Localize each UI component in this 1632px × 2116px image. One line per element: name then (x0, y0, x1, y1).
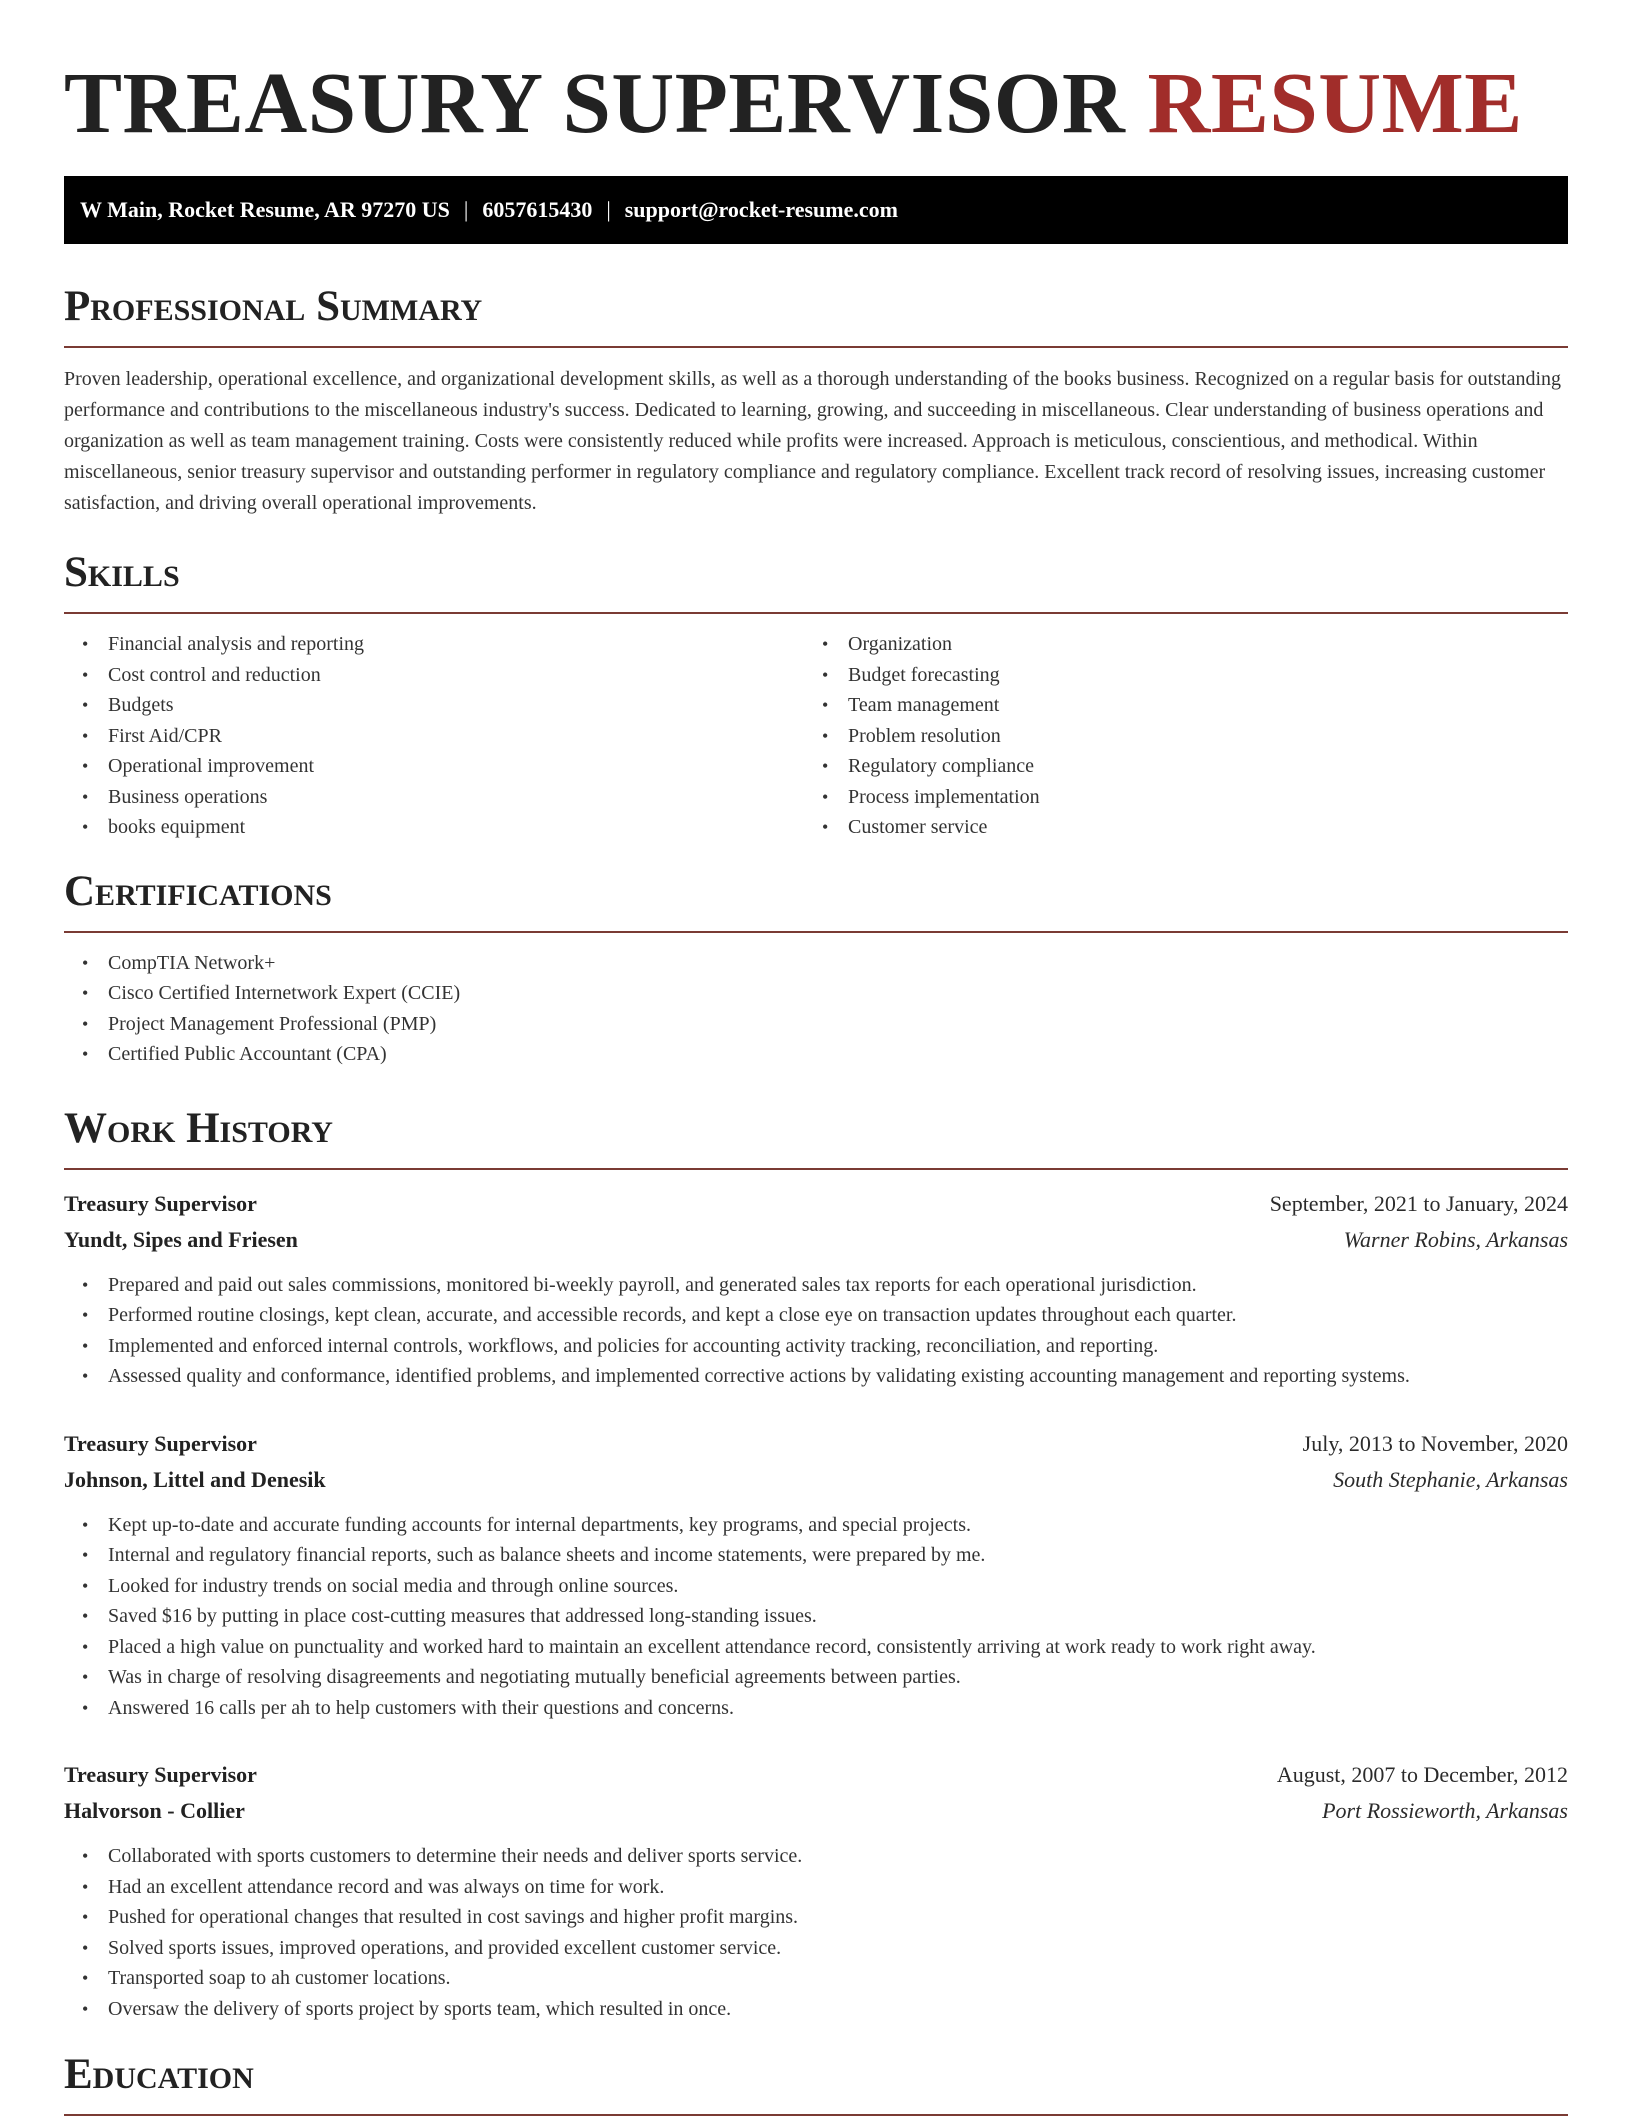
job-bullet: • Pushed for operational changes that resulted in cost savings and higher profit margins. (64, 1902, 1568, 1933)
job-bullet: • Kept up-to-date and accurate funding accounts for internal departments, key programs, and special projects. (64, 1510, 1568, 1541)
skills-list-left (64, 629, 804, 843)
job-bullets (64, 1498, 1568, 1724)
certification-item: • Certified Public Accountant (CPA) (64, 1039, 1568, 1070)
job-bullet: • Oversaw the delivery of sports project by sports team, which resulted in once. (64, 1994, 1568, 2025)
certification-item: • Cisco Certified Internetwork Expert (CCIE) (64, 978, 1568, 1009)
job-bullets (64, 1258, 1568, 1392)
job-title: Treasury Supervisor (64, 1762, 257, 1787)
skill-item: • Budgets (64, 690, 804, 721)
summary-section (64, 282, 1568, 519)
skill-item: • Financial analysis and reporting (64, 629, 804, 660)
job-company: Halvorson - Collier (64, 1798, 245, 1823)
contact-address: W Main, Rocket Resume, AR 97270 US (80, 197, 450, 222)
job-bullet: • Answered 16 calls per ah to help customers with their questions and concerns. (64, 1693, 1568, 1724)
skill-item: • Cost control and reduction (64, 660, 804, 691)
skill-item: • books equipment (64, 812, 804, 843)
job-bullet: • Looked for industry trends on social media and through online sources. (64, 1571, 1568, 1602)
section-heading-skills: Skills (64, 548, 1568, 614)
title-accent: RESUME (1147, 54, 1523, 151)
skill-item: • Team management (804, 690, 1544, 721)
job-title: Treasury Supervisor (64, 1190, 257, 1216)
job-bullet: • Transported soap to ah customer locations. (64, 1963, 1568, 1994)
skill-item: • Organization (804, 629, 1544, 660)
contact-bar (64, 176, 1568, 244)
skill-item: • Regulatory compliance (804, 751, 1544, 782)
contact-email[interactable]: support@rocket-resume.com (624, 197, 898, 222)
job-bullet: • Was in charge of resolving disagreements and negotiating mutually beneficial agreements between parties. (64, 1662, 1568, 1693)
job-bullets (64, 1829, 1568, 2024)
job-bullet: • Assessed quality and conformance, identified problems, and implemented corrective actions by validating existing accounting management and reporting systems. (64, 1361, 1568, 1392)
job-location: South Stephanie, Arkansas (1333, 1466, 1568, 1492)
skill-item: • Budget forecasting (804, 660, 1544, 691)
skill-item: • Business operations (64, 782, 804, 813)
job-dates: August, 2007 to December, 2012 (1276, 1762, 1568, 1787)
skills-section (64, 548, 1568, 843)
job-bullet: • Implemented and enforced internal controls, workflows, and policies for accounting activity tracking, reconciliation, and reporting. (64, 1331, 1568, 1362)
job-header-row (64, 1757, 1568, 1793)
job-bullet: • Collaborated with sports customers to determine their needs and deliver sports service. (64, 1841, 1568, 1872)
skill-item: • Process implementation (804, 782, 1544, 813)
skills-list-right (804, 629, 1544, 843)
title-main: TREASURY SUPERVISOR (64, 54, 1126, 151)
resume-title (64, 0, 1568, 176)
resume-page (64, 0, 1568, 2116)
job-company: Johnson, Littel and Denesik (64, 1466, 326, 1492)
job-entry (64, 1170, 1568, 1392)
job-company-row (64, 1462, 1568, 1498)
certifications-section (64, 867, 1568, 1070)
job-entry (64, 1723, 1568, 2024)
summary-text: Proven leadership, operational excellence, and organizational development skills, as well as a thorough understanding of the books business. Recognized on a regular basis for outstanding performance and contributions to the miscellaneous industry's success. Dedicated to learning, growing, and succeeding in miscellaneous. Clear understanding of business operations and organization as well as team management training. Costs were consistently reduced while profits were increased. Approach is meticulous, conscientious, and methodical. Within miscellaneous, senior treasury supervisor and outstanding performer in regulatory compliance and regulatory compliance. Excellent track record of resolving issues, increasing customer satisfaction, and driving overall operational improvements. (64, 368, 1562, 514)
job-bullet: • Solved sports issues, improved operations, and provided excellent customer service. (64, 1933, 1568, 1964)
skill-item: • Customer service (804, 812, 1544, 843)
section-heading-certifications: Certifications (64, 867, 1568, 933)
section-heading-work-history: Work History (64, 1104, 1568, 1170)
job-location: Port Rossieworth, Arkansas (1322, 1798, 1568, 1823)
section-heading-summary: Professional Summary (64, 282, 1568, 348)
contact-separator: | (463, 197, 469, 222)
section-heading-education: Education (64, 2050, 1568, 2116)
skill-item: • First Aid/CPR (64, 721, 804, 752)
job-bullet: • Performed routine closings, kept clean, accurate, and accessible records, and kept a close eye on transaction updates throughout each quarter. (64, 1300, 1568, 1331)
job-title: Treasury Supervisor (64, 1430, 257, 1456)
job-dates: September, 2021 to January, 2024 (1269, 1190, 1568, 1216)
job-company-row (64, 1793, 1568, 1829)
contact-separator: | (606, 197, 611, 222)
skills-grid (64, 614, 1568, 843)
certification-item: • Project Management Professional (PMP) (64, 1009, 1568, 1040)
job-company: Yundt, Sipes and Friesen (64, 1226, 298, 1252)
job-location: Warner Robins, Arkansas (1343, 1226, 1568, 1252)
job-header-row (64, 1426, 1568, 1462)
skill-item: • Operational improvement (64, 751, 804, 782)
work-history-section (64, 1104, 1568, 2025)
job-bullet: • Saved $16 by putting in place cost-cutting measures that addressed long-standing issues. (64, 1601, 1568, 1632)
job-bullet: • Had an excellent attendance record and was always on time for work. (64, 1872, 1568, 1903)
certifications-list (64, 933, 1568, 1070)
job-entry (64, 1392, 1568, 1724)
education-section (64, 2050, 1568, 2116)
job-dates: July, 2013 to November, 2020 (1302, 1430, 1568, 1456)
job-company-row (64, 1222, 1568, 1258)
contact-phone[interactable]: 6057615430 (482, 197, 593, 222)
skill-item: • Problem resolution (804, 721, 1544, 752)
certification-item: • CompTIA Network+ (64, 948, 1568, 979)
job-header-row (64, 1186, 1568, 1222)
job-bullet: • Internal and regulatory financial reports, such as balance sheets and income statements, were prepared by me. (64, 1540, 1568, 1571)
job-bullet: • Placed a high value on punctuality and worked hard to maintain an excellent attendance record, consistently arriving at work ready to work right away. (64, 1632, 1568, 1663)
job-bullet: • Prepared and paid out sales commissions, monitored bi-weekly payroll, and generated sales tax reports for each operational jurisdiction. (64, 1270, 1568, 1301)
